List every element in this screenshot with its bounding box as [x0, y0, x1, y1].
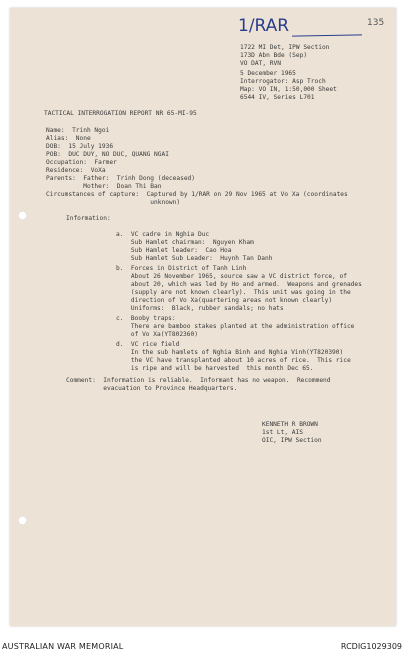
info-line: direction of Vo Xa(quartering areas not known clearly) — [116, 297, 333, 304]
header-line: 173D Abn Bde (Sep) — [240, 52, 308, 59]
signature-line: 1st Lt, AIS — [262, 429, 303, 436]
info-line: Sub Hamlet chairman: Nguyen Kham — [116, 239, 254, 246]
info-line: a. VC cadre in Nghia Duc — [116, 231, 210, 238]
info-line: of Vo Xa(YT802360) — [116, 331, 198, 338]
info-line: c. Booby traps: — [116, 315, 176, 322]
header-line: 1722 MI Det, IPW Section — [240, 44, 330, 51]
info-line: b. Forces in District of Tanh Linh — [116, 265, 247, 272]
info-line: Uniforms: Black, rubber sandals; no hats — [116, 305, 284, 312]
information-label: Information: — [66, 215, 111, 222]
info-line: Sub Hamlet leader: Cao Hoa — [116, 247, 232, 254]
annotation-underline — [292, 34, 362, 36]
subject-line: unknown) — [46, 199, 181, 206]
info-line: (supply are not known clearly). This unit was going in the — [116, 289, 351, 296]
info-line: In the sub hamlets of Nghia Binh and Nghia Vinh(YT820390) — [116, 349, 344, 356]
info-line: about 20, which was led by Ho and armed. Weapons and grenades — [116, 281, 362, 288]
signature-line: OIC, IPW Section — [262, 437, 322, 444]
info-line: d. VC rice field — [116, 341, 180, 348]
header-line: 6544 IV, Series L701 — [240, 94, 315, 101]
info-line: Sub Hamlet Sub Leader: Huynh Tan Danh — [116, 255, 273, 262]
subject-line: Occupation: Farmer — [46, 159, 117, 166]
subject-line: Name: Trinh Ngoi — [46, 127, 110, 134]
info-line: About 26 November 1965, source saw a VC district force, of — [116, 273, 347, 280]
header-line: VO DAT, RVN — [240, 60, 281, 67]
report-title: TACTICAL INTERROGATION REPORT NR 65-MI-95 — [44, 110, 197, 117]
handwritten-unit-annotation: 1/RAR — [238, 16, 290, 36]
info-line: the VC have transplanted about 10 acres of rice. This rice — [116, 357, 351, 364]
subject-line: Parents: Father: Trinh Dong (deceased) — [46, 175, 196, 182]
subject-line: DOB: 15 July 1936 — [46, 143, 114, 150]
header-line: Interrogator: Asp Troch — [240, 78, 326, 85]
document-page — [10, 8, 396, 626]
subject-line: Alias: None — [46, 135, 91, 142]
subject-line: Mother: Doan Thi Ban — [46, 183, 162, 190]
subject-line: POB: DUC DUY, NO DUC, QUANG NGAI — [46, 151, 169, 158]
punch-hole — [18, 516, 27, 525]
page-number-annotation: 135 — [367, 18, 385, 28]
punch-hole — [18, 211, 27, 220]
record-id: RCDIG1029309 — [340, 642, 402, 651]
archive-name: AUSTRALIAN WAR MEMORIAL — [2, 642, 124, 651]
header-line: 5 December 1965 — [240, 70, 296, 77]
archive-footer — [0, 636, 406, 654]
comment-line: evacuation to Province Headquarters. — [66, 385, 238, 392]
subject-line: Residence: VoXa — [46, 167, 106, 174]
header-line: Map: VO IN, 1:50,000 Sheet — [240, 86, 337, 93]
info-line: There are bamboo stakes planted at the administration office — [116, 323, 355, 330]
signature-line: KENNETH R BROWN — [262, 421, 318, 428]
comment-line: Comment: Information is reliable. Informant has no weapon. Recommend — [66, 377, 331, 384]
subject-line: Circumstances of capture: Captured by 1/RAR on 29 Nov 1965 at Vo Xa (coordinates — [46, 191, 348, 198]
info-line: is ripe and will be harvested this month Dec 65. — [116, 365, 314, 372]
